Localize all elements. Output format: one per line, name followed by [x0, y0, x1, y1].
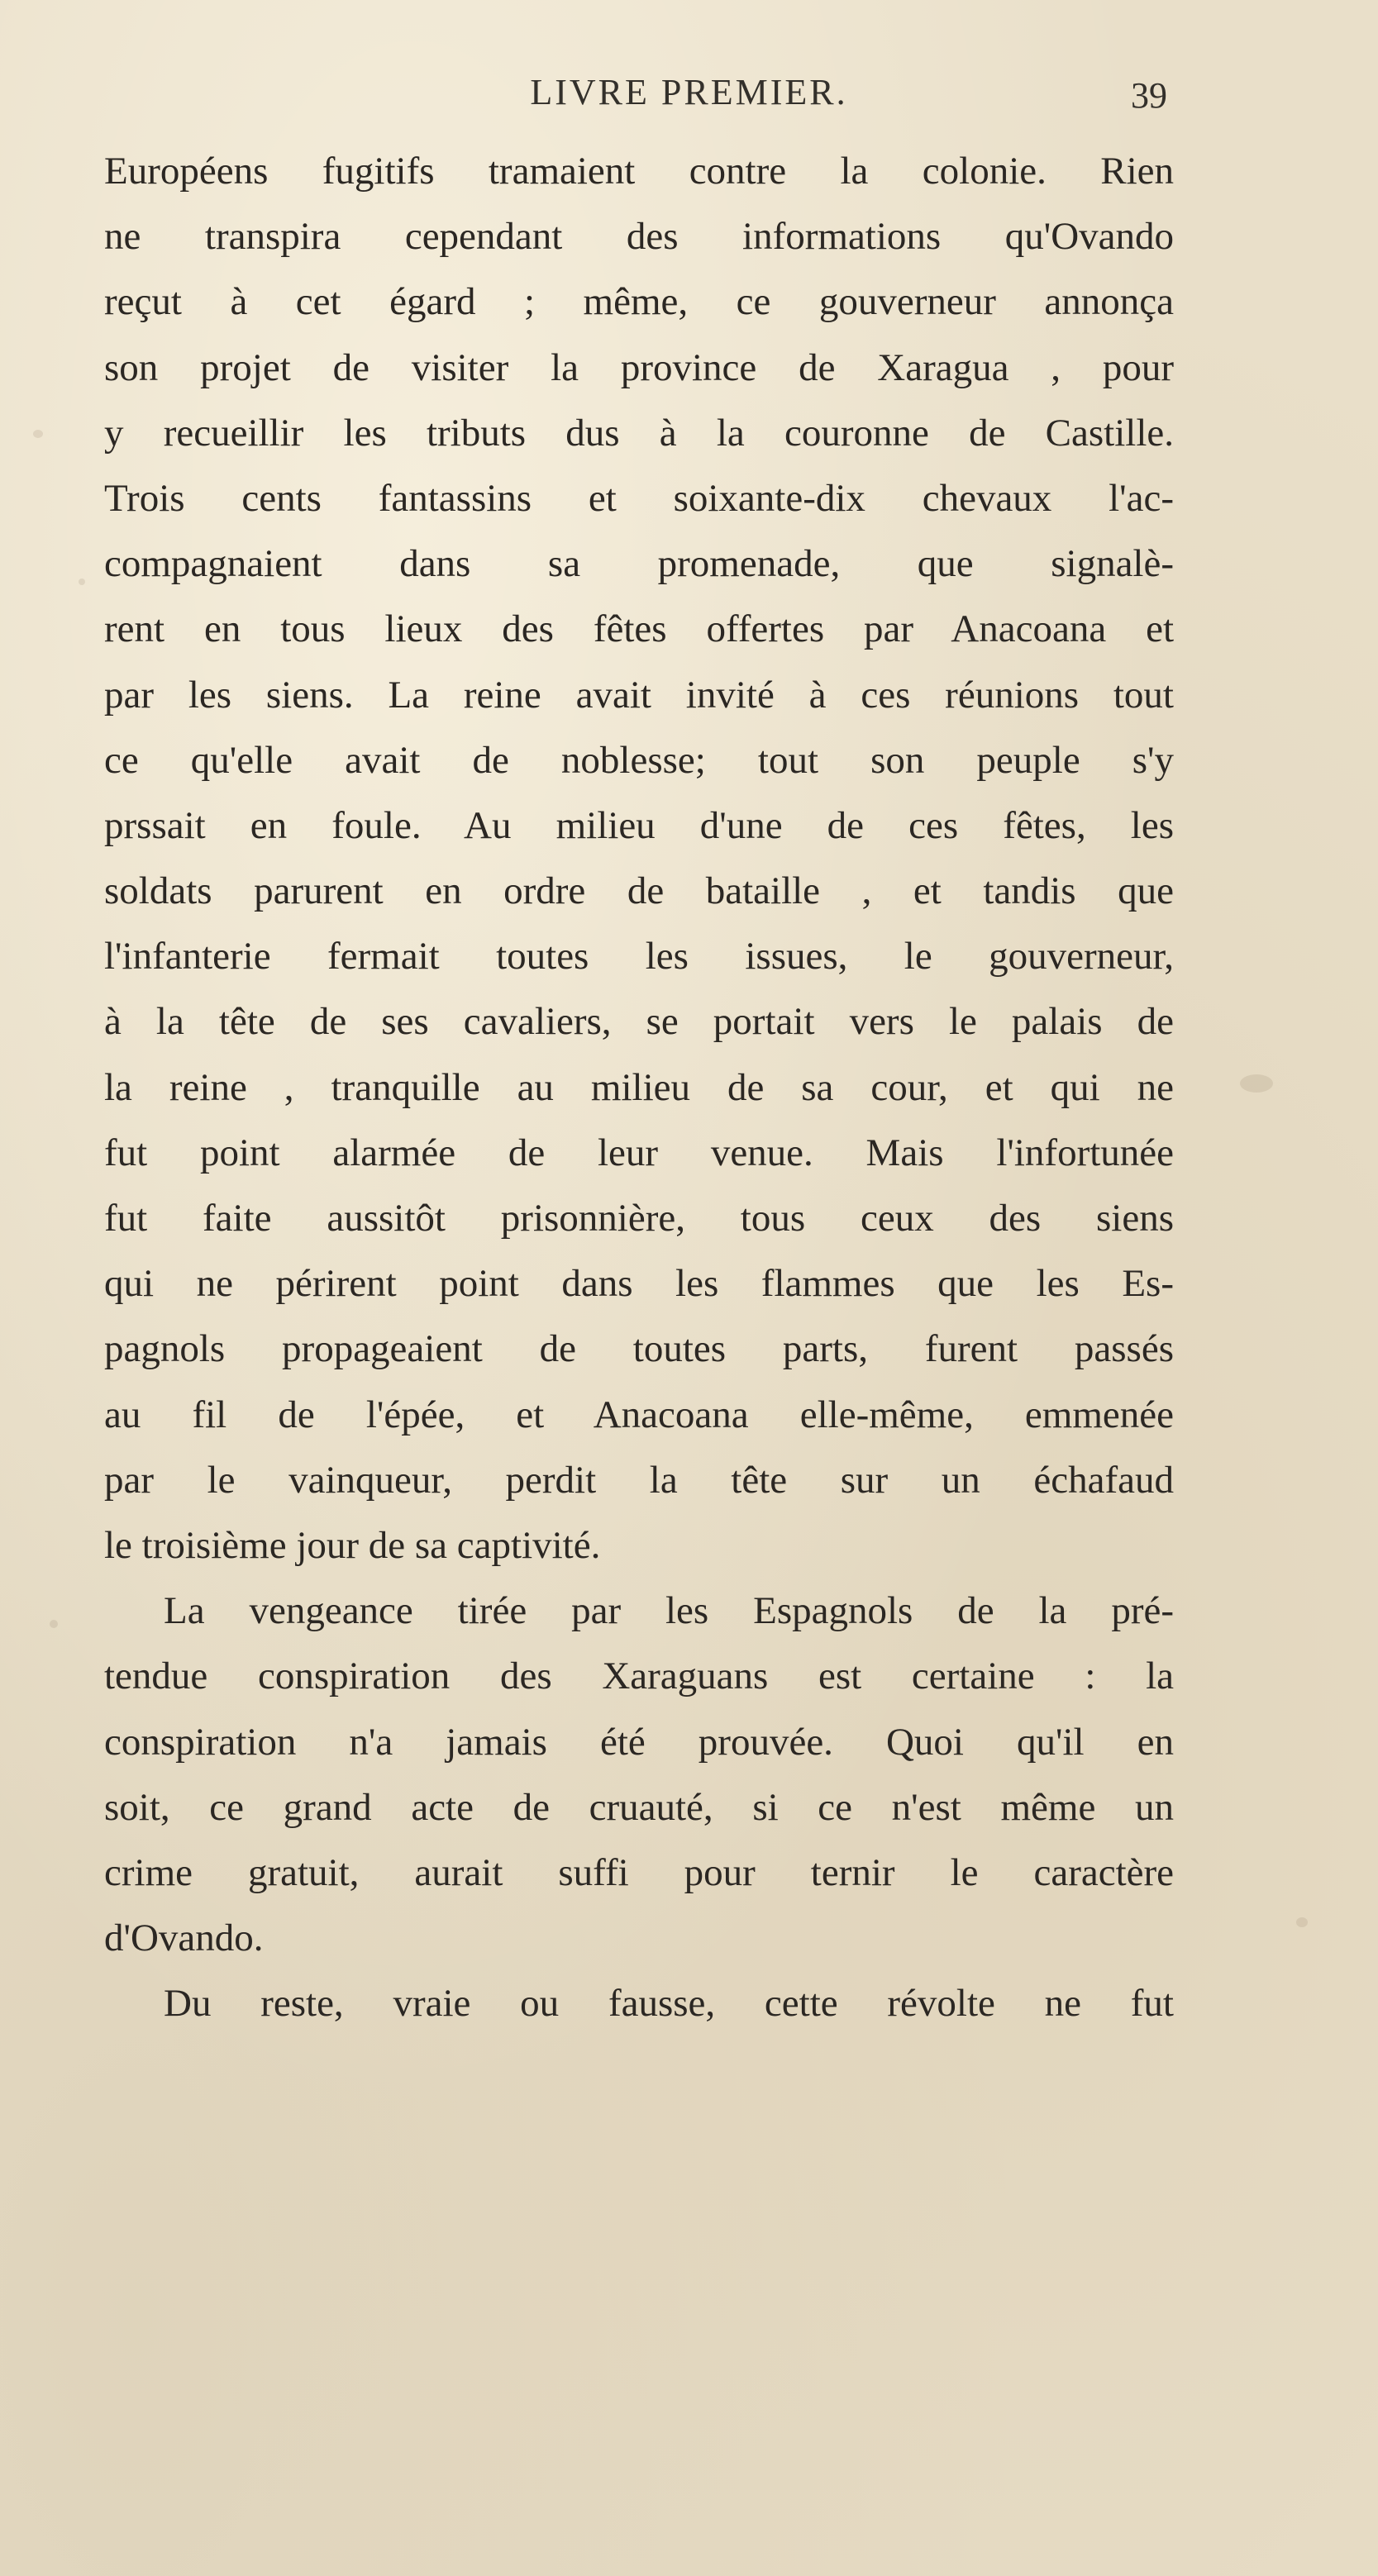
text-line: reçut à cet égard ; même, ce gouverneur annonça: [104, 280, 1174, 324]
text-line: à la tête de ses cavaliers, se portait vers le palais de: [104, 1000, 1174, 1044]
text-line: La vengeance tirée par les Espagnols de la pré-: [164, 1589, 1174, 1633]
text-line: qui ne périrent point dans les flammes que les Es-: [104, 1262, 1174, 1306]
page-header: [0, 71, 1378, 129]
text-line: Du reste, vraie ou fausse, cette révolte ne fut: [164, 1982, 1174, 2026]
text-line: au fil de l'épée, et Anacoana elle-même, emmenée: [104, 1393, 1174, 1436]
text-line: rent en tous lieux des fêtes offertes par Anacoana et: [104, 607, 1174, 651]
text-line: ne transpira cependant des informations qu'Ovando: [104, 215, 1174, 259]
text-line: Européens fugitifs tramaient contre la colonie. Rien: [104, 150, 1174, 193]
paper-spot: [50, 1620, 58, 1628]
body-text: [104, 139, 1174, 2036]
text-line: par le vainqueur, perdit la tête sur un échafaud: [104, 1458, 1174, 1502]
text-line: Trois cents fantassins et soixante-dix chevaux l'ac-: [104, 476, 1174, 520]
paper-spot: [33, 430, 43, 438]
text-line: compagnaient dans sa promenade, que signalè-: [104, 542, 1174, 586]
text-line: par les siens. La reine avait invité à ces réunions tout: [104, 673, 1174, 717]
text-line: soldats parurent en ordre de bataille , et tandis que: [104, 869, 1174, 913]
text-line: fut faite aussitôt prisonnière, tous ceux des siens: [104, 1197, 1174, 1240]
text-line: soit, ce grand acte de cruauté, si ce n'est même un: [104, 1785, 1174, 1829]
text-line: son projet de visiter la province de Xaragua , pour: [104, 345, 1174, 389]
running-title: LIVRE PREMIER.: [530, 72, 848, 112]
text-line: y recueillir les tributs dus à la couronne de Castille.: [104, 411, 1174, 455]
page-number: 39: [1131, 75, 1167, 116]
text-line: d'Ovando.: [104, 1917, 264, 1960]
text-line: l'infanterie fermait toutes les issues, le gouverneur,: [104, 935, 1174, 978]
paper-spot: [1240, 1074, 1273, 1093]
paper-spot: [1296, 1917, 1308, 1927]
text-line: tendue conspiration des Xaraguans est certaine : la: [104, 1655, 1174, 1698]
text-line: conspiration n'a jamais été prouvée. Quoi qu'il en: [104, 1720, 1174, 1764]
text-line: fut point alarmée de leur venue. Mais l'infortunée: [104, 1131, 1174, 1174]
text-line: pagnols propageaient de toutes parts, furent passés: [104, 1327, 1174, 1371]
text-line: le troisième jour de sa captivité.: [104, 1523, 601, 1567]
text-line: la reine , tranquille au milieu de sa cour, et qui ne: [104, 1065, 1174, 1109]
text-line: prssait en foule. Au milieu d'une de ces fêtes, les: [104, 803, 1174, 847]
text-line: crime gratuit, aurait suffi pour ternir le caractère: [104, 1850, 1174, 1894]
text-line: ce qu'elle avait de noblesse; tout son peuple s'y: [104, 738, 1174, 782]
paper-spot: [79, 579, 85, 585]
